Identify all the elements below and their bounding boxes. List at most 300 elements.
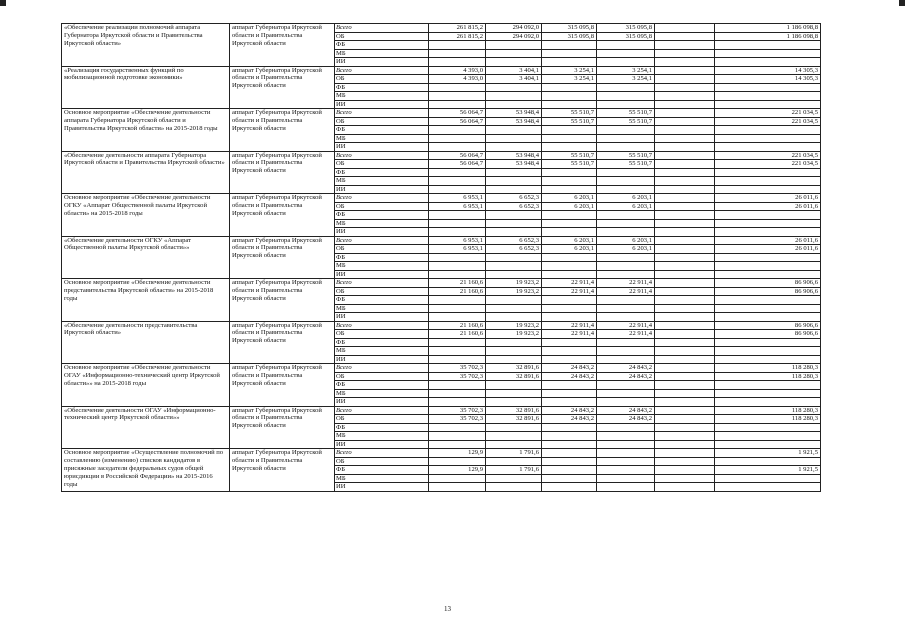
amount-cell: [429, 347, 486, 356]
amount-cell: [542, 355, 597, 364]
amount-cell: [655, 279, 715, 288]
funding-source-cell: Всего: [335, 321, 429, 330]
amount-cell: [429, 177, 486, 186]
amount-cell: [486, 389, 542, 398]
amount-cell: [597, 143, 655, 152]
total-amount-cell: [715, 313, 821, 322]
amount-cell: [486, 211, 542, 220]
amount-cell: [655, 185, 715, 194]
total-amount-cell: [715, 143, 821, 152]
amount-cell: 24 843,2: [597, 372, 655, 381]
amount-cell: [542, 296, 597, 305]
total-amount-cell: [715, 296, 821, 305]
amount-cell: [597, 381, 655, 390]
funding-source-cell: Всего: [335, 449, 429, 458]
amount-cell: [542, 126, 597, 135]
amount-cell: [429, 92, 486, 101]
amount-cell: [655, 364, 715, 373]
executor-cell: аппарат Губернатора Иркутской области и Правительства Иркутской области: [230, 109, 335, 152]
amount-cell: 55 510,7: [542, 109, 597, 118]
amount-cell: [655, 398, 715, 407]
amount-cell: 315 095,8: [542, 32, 597, 41]
total-amount-cell: 26 011,6: [715, 236, 821, 245]
amount-cell: [542, 177, 597, 186]
amount-cell: [542, 228, 597, 237]
table-row: [62, 151, 821, 160]
amount-cell: [597, 457, 655, 466]
amount-cell: 19 923,2: [486, 330, 542, 339]
total-amount-cell: [715, 262, 821, 271]
total-amount-cell: [715, 347, 821, 356]
amount-cell: [429, 58, 486, 67]
amount-cell: [597, 49, 655, 58]
amount-cell: [486, 304, 542, 313]
table-row: [62, 449, 821, 458]
executor-cell: аппарат Губернатора Иркутской области и Правительства Иркутской области: [230, 236, 335, 279]
funding-source-cell: ФБ: [335, 423, 429, 432]
amount-cell: [597, 483, 655, 492]
funding-source-cell: ФБ: [335, 381, 429, 390]
funding-source-cell: ФБ: [335, 253, 429, 262]
amount-cell: 24 843,2: [597, 415, 655, 424]
amount-cell: 261 815,2: [429, 24, 486, 33]
funding-source-cell: ФБ: [335, 338, 429, 347]
program-name-cell: Основное мероприятие «Осуществление полномочий по составлению (изменению) списков кандидатов в присяжные заседатели федеральных судов общей юрисдикции в Российской Федерации» на 2015-2016 годы: [62, 449, 230, 492]
funding-source-cell: ОБ: [335, 202, 429, 211]
amount-cell: [429, 381, 486, 390]
funding-source-cell: Всего: [335, 109, 429, 118]
total-amount-cell: [715, 338, 821, 347]
total-amount-cell: [715, 304, 821, 313]
amount-cell: 53 948,4: [486, 117, 542, 126]
amount-cell: [429, 134, 486, 143]
table-row: [62, 194, 821, 203]
funding-source-cell: ОБ: [335, 372, 429, 381]
amount-cell: [429, 304, 486, 313]
amount-cell: 32 891,6: [486, 415, 542, 424]
amount-cell: [655, 423, 715, 432]
amount-cell: [655, 134, 715, 143]
amount-cell: [597, 228, 655, 237]
amount-cell: [429, 262, 486, 271]
amount-cell: [597, 398, 655, 407]
amount-cell: [542, 100, 597, 109]
table-row: [62, 66, 821, 75]
amount-cell: [597, 440, 655, 449]
amount-cell: 1 791,6: [486, 466, 542, 475]
amount-cell: 3 254,1: [542, 66, 597, 75]
executor-cell: аппарат Губернатора Иркутской области и Правительства Иркутской области: [230, 364, 335, 407]
amount-cell: [542, 270, 597, 279]
executor-cell: аппарат Губернатора Иркутской области и Правительства Иркутской области: [230, 321, 335, 364]
amount-cell: 3 254,1: [542, 75, 597, 84]
amount-cell: [655, 381, 715, 390]
scan-corner-mark: [899, 0, 905, 6]
amount-cell: [655, 66, 715, 75]
amount-cell: [429, 389, 486, 398]
executor-cell: аппарат Губернатора Иркутской области и Правительства Иркутской области: [230, 279, 335, 322]
amount-cell: [655, 245, 715, 254]
amount-cell: 32 891,6: [486, 364, 542, 373]
amount-cell: [655, 126, 715, 135]
amount-cell: [429, 338, 486, 347]
amount-cell: [655, 219, 715, 228]
amount-cell: [597, 126, 655, 135]
amount-cell: [542, 253, 597, 262]
total-amount-cell: 14 305,3: [715, 75, 821, 84]
amount-cell: 55 510,7: [597, 109, 655, 118]
amount-cell: [597, 219, 655, 228]
amount-cell: [655, 415, 715, 424]
program-name-cell: Основное мероприятие «Обеспечение деятельности аппарата Губернатора Иркутской области и Правительства Иркутской области» на 2015-2018 годы: [62, 109, 230, 152]
amount-cell: 35 702,3: [429, 372, 486, 381]
table-row: [62, 364, 821, 373]
amount-cell: [429, 457, 486, 466]
amount-cell: [429, 253, 486, 262]
total-amount-cell: [715, 432, 821, 441]
table-row: [62, 236, 821, 245]
amount-cell: [542, 262, 597, 271]
funding-source-cell: ОБ: [335, 32, 429, 41]
total-amount-cell: [715, 398, 821, 407]
total-amount-cell: [715, 49, 821, 58]
program-name-cell: «Обеспечение деятельности ОГКУ «Аппарат Общественной палаты Иркутской области»»: [62, 236, 230, 279]
amount-cell: [655, 253, 715, 262]
amount-cell: [655, 143, 715, 152]
amount-cell: [655, 194, 715, 203]
amount-cell: [655, 151, 715, 160]
funding-source-cell: Всего: [335, 406, 429, 415]
total-amount-cell: [715, 92, 821, 101]
amount-cell: [486, 228, 542, 237]
amount-cell: [486, 177, 542, 186]
funding-source-cell: ИИ: [335, 100, 429, 109]
amount-cell: 55 510,7: [597, 117, 655, 126]
amount-cell: [597, 168, 655, 177]
amount-cell: [655, 304, 715, 313]
amount-cell: 53 948,4: [486, 151, 542, 160]
funding-source-cell: ФБ: [335, 466, 429, 475]
table-row: [62, 24, 821, 33]
amount-cell: [655, 83, 715, 92]
amount-cell: [597, 423, 655, 432]
amount-cell: 35 702,3: [429, 364, 486, 373]
page-number: 13: [444, 605, 451, 613]
amount-cell: [429, 211, 486, 220]
executor-cell: аппарат Губернатора Иркутской области и Правительства Иркутской области: [230, 151, 335, 194]
program-name-cell: Основное мероприятие «Обеспечение деятельности ОГКУ «Аппарат Общественной палаты Иркутской области» на 2015-2018 годы: [62, 194, 230, 237]
total-amount-cell: 86 906,6: [715, 321, 821, 330]
budget-table: [61, 23, 821, 492]
amount-cell: [655, 313, 715, 322]
amount-cell: [655, 92, 715, 101]
table-row: [62, 406, 821, 415]
total-amount-cell: [715, 355, 821, 364]
total-amount-cell: [715, 185, 821, 194]
amount-cell: 55 510,7: [542, 117, 597, 126]
program-name-cell: Основное мероприятие «Обеспечение деятельности ОГАУ «Информационно-технический центр Иркутской области»» на 2015-2018 годы: [62, 364, 230, 407]
amount-cell: [542, 423, 597, 432]
executor-cell: аппарат Губернатора Иркутской области и Правительства Иркутской области: [230, 194, 335, 237]
amount-cell: 24 843,2: [542, 406, 597, 415]
amount-cell: [486, 398, 542, 407]
amount-cell: 6 652,3: [486, 245, 542, 254]
amount-cell: [429, 423, 486, 432]
amount-cell: [486, 483, 542, 492]
amount-cell: 4 393,0: [429, 75, 486, 84]
amount-cell: 24 843,2: [542, 364, 597, 373]
amount-cell: 294 092,0: [486, 24, 542, 33]
amount-cell: 24 843,2: [597, 364, 655, 373]
total-amount-cell: 14 305,3: [715, 66, 821, 75]
amount-cell: 32 891,6: [486, 406, 542, 415]
amount-cell: [542, 304, 597, 313]
table-row: [62, 109, 821, 118]
amount-cell: [542, 474, 597, 483]
amount-cell: [429, 296, 486, 305]
total-amount-cell: 26 011,6: [715, 202, 821, 211]
amount-cell: [542, 58, 597, 67]
amount-cell: 6 203,1: [597, 202, 655, 211]
funding-source-cell: МБ: [335, 347, 429, 356]
amount-cell: [429, 41, 486, 50]
total-amount-cell: 26 011,6: [715, 245, 821, 254]
amount-cell: [655, 474, 715, 483]
amount-cell: [655, 58, 715, 67]
amount-cell: [655, 109, 715, 118]
amount-cell: [655, 457, 715, 466]
program-name-cell: «Реализация государственных функций по мобилизационной подготовке экономики»: [62, 66, 230, 109]
total-amount-cell: 118 280,3: [715, 406, 821, 415]
amount-cell: 6 652,3: [486, 194, 542, 203]
amount-cell: 4 393,0: [429, 66, 486, 75]
funding-source-cell: МБ: [335, 474, 429, 483]
amount-cell: [429, 313, 486, 322]
total-amount-cell: 1 921,5: [715, 466, 821, 475]
amount-cell: [429, 126, 486, 135]
amount-cell: [655, 41, 715, 50]
amount-cell: [486, 270, 542, 279]
amount-cell: [597, 270, 655, 279]
amount-cell: [542, 389, 597, 398]
amount-cell: [429, 483, 486, 492]
amount-cell: [542, 41, 597, 50]
amount-cell: [429, 49, 486, 58]
total-amount-cell: 118 280,3: [715, 364, 821, 373]
funding-source-cell: МБ: [335, 304, 429, 313]
amount-cell: 24 843,2: [542, 415, 597, 424]
total-amount-cell: 221 034,5: [715, 109, 821, 118]
funding-source-cell: ОБ: [335, 457, 429, 466]
funding-source-cell: ИИ: [335, 58, 429, 67]
amount-cell: [655, 117, 715, 126]
amount-cell: [655, 168, 715, 177]
amount-cell: [597, 449, 655, 458]
funding-source-cell: ФБ: [335, 41, 429, 50]
total-amount-cell: [715, 253, 821, 262]
total-amount-cell: 221 034,5: [715, 117, 821, 126]
amount-cell: [542, 83, 597, 92]
amount-cell: [597, 134, 655, 143]
amount-cell: [597, 304, 655, 313]
amount-cell: [542, 92, 597, 101]
amount-cell: 55 510,7: [542, 160, 597, 169]
amount-cell: 21 160,6: [429, 279, 486, 288]
amount-cell: 19 923,2: [486, 279, 542, 288]
total-amount-cell: 221 034,5: [715, 160, 821, 169]
funding-source-cell: МБ: [335, 219, 429, 228]
total-amount-cell: [715, 58, 821, 67]
amount-cell: [542, 338, 597, 347]
amount-cell: [486, 168, 542, 177]
total-amount-cell: [715, 41, 821, 50]
amount-cell: 22 911,4: [542, 321, 597, 330]
amount-cell: [486, 49, 542, 58]
amount-cell: [486, 347, 542, 356]
amount-cell: 22 911,4: [542, 279, 597, 288]
amount-cell: 6 203,1: [542, 194, 597, 203]
program-name-cell: «Обеспечение реализации полномочий аппарата Губернатора Иркутской области и Правительства Иркутской области»: [62, 24, 230, 67]
amount-cell: [542, 347, 597, 356]
amount-cell: 19 923,2: [486, 321, 542, 330]
amount-cell: [655, 432, 715, 441]
amount-cell: [597, 185, 655, 194]
amount-cell: 6 203,1: [597, 194, 655, 203]
amount-cell: [486, 262, 542, 271]
total-amount-cell: [715, 474, 821, 483]
amount-cell: [429, 228, 486, 237]
amount-cell: 315 095,8: [597, 32, 655, 41]
amount-cell: [655, 270, 715, 279]
funding-source-cell: МБ: [335, 432, 429, 441]
amount-cell: [655, 406, 715, 415]
amount-cell: [655, 160, 715, 169]
amount-cell: 129,9: [429, 466, 486, 475]
amount-cell: [655, 330, 715, 339]
total-amount-cell: [715, 177, 821, 186]
amount-cell: 56 064,7: [429, 160, 486, 169]
amount-cell: [597, 41, 655, 50]
amount-cell: 55 510,7: [542, 151, 597, 160]
amount-cell: [597, 432, 655, 441]
amount-cell: [655, 483, 715, 492]
amount-cell: 294 092,0: [486, 32, 542, 41]
amount-cell: 22 911,4: [597, 321, 655, 330]
amount-cell: 24 843,2: [597, 406, 655, 415]
funding-source-cell: ФБ: [335, 296, 429, 305]
amount-cell: 56 064,7: [429, 117, 486, 126]
amount-cell: [597, 100, 655, 109]
amount-cell: [486, 381, 542, 390]
total-amount-cell: [715, 389, 821, 398]
amount-cell: [597, 92, 655, 101]
amount-cell: [655, 177, 715, 186]
funding-source-cell: ИИ: [335, 143, 429, 152]
amount-cell: [486, 355, 542, 364]
amount-cell: [486, 100, 542, 109]
amount-cell: 21 160,6: [429, 330, 486, 339]
amount-cell: [486, 253, 542, 262]
amount-cell: [486, 126, 542, 135]
amount-cell: [486, 457, 542, 466]
amount-cell: [542, 143, 597, 152]
amount-cell: [542, 211, 597, 220]
amount-cell: 53 948,4: [486, 160, 542, 169]
amount-cell: 3 404,1: [486, 75, 542, 84]
amount-cell: [655, 321, 715, 330]
total-amount-cell: [715, 83, 821, 92]
amount-cell: 129,9: [429, 449, 486, 458]
total-amount-cell: [715, 219, 821, 228]
amount-cell: [542, 168, 597, 177]
amount-cell: [655, 75, 715, 84]
total-amount-cell: [715, 126, 821, 135]
total-amount-cell: [715, 270, 821, 279]
amount-cell: [486, 219, 542, 228]
amount-cell: [486, 296, 542, 305]
amount-cell: [597, 474, 655, 483]
funding-source-cell: ФБ: [335, 168, 429, 177]
funding-source-cell: МБ: [335, 262, 429, 271]
amount-cell: [429, 168, 486, 177]
funding-source-cell: ИИ: [335, 185, 429, 194]
funding-source-cell: ИИ: [335, 313, 429, 322]
executor-cell: аппарат Губернатора Иркутской области и Правительства Иркутской области: [230, 24, 335, 67]
funding-source-cell: МБ: [335, 389, 429, 398]
funding-source-cell: ИИ: [335, 440, 429, 449]
amount-cell: [542, 432, 597, 441]
amount-cell: [486, 313, 542, 322]
amount-cell: 22 911,4: [597, 330, 655, 339]
total-amount-cell: 26 011,6: [715, 194, 821, 203]
funding-source-cell: Всего: [335, 24, 429, 33]
amount-cell: [655, 24, 715, 33]
amount-cell: 22 911,4: [597, 279, 655, 288]
amount-cell: 3 254,1: [597, 75, 655, 84]
amount-cell: [486, 474, 542, 483]
amount-cell: [597, 296, 655, 305]
amount-cell: 315 095,8: [597, 24, 655, 33]
scan-corner-mark: [0, 0, 6, 6]
total-amount-cell: [715, 483, 821, 492]
amount-cell: [655, 49, 715, 58]
funding-source-cell: Всего: [335, 279, 429, 288]
amount-cell: [542, 381, 597, 390]
amount-cell: [429, 440, 486, 449]
total-amount-cell: [715, 228, 821, 237]
funding-source-cell: ФБ: [335, 83, 429, 92]
funding-source-cell: МБ: [335, 177, 429, 186]
funding-source-cell: ИИ: [335, 228, 429, 237]
funding-source-cell: Всего: [335, 151, 429, 160]
amount-cell: 1 791,6: [486, 449, 542, 458]
amount-cell: [542, 134, 597, 143]
program-name-cell: «Обеспечение деятельности аппарата Губернатора Иркутской области и Правительства Иркутской области»: [62, 151, 230, 194]
amount-cell: 6 953,1: [429, 236, 486, 245]
amount-cell: 6 953,1: [429, 194, 486, 203]
amount-cell: [486, 440, 542, 449]
amount-cell: 6 203,1: [597, 245, 655, 254]
amount-cell: [597, 58, 655, 67]
amount-cell: [486, 423, 542, 432]
amount-cell: 22 911,4: [597, 287, 655, 296]
amount-cell: 261 815,2: [429, 32, 486, 41]
amount-cell: 6 953,1: [429, 202, 486, 211]
amount-cell: [655, 347, 715, 356]
total-amount-cell: 1 186 098,8: [715, 24, 821, 33]
funding-source-cell: ФБ: [335, 126, 429, 135]
amount-cell: [655, 228, 715, 237]
